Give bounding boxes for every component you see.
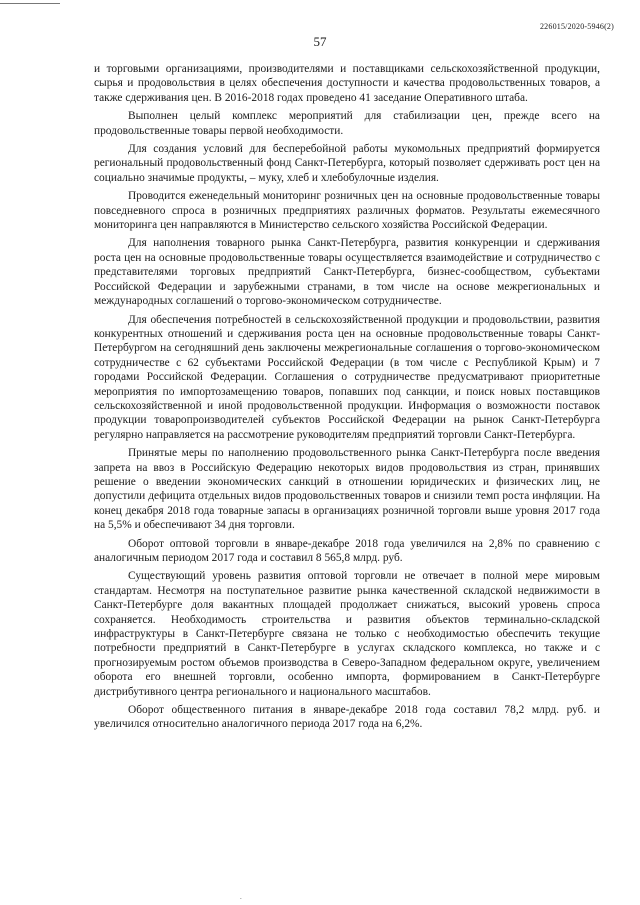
paragraph-sanctions-measures: Принятые меры по наполнению продовольственного рынка Санкт-Петербурга после введения запрета на ввоз в Российскую Федерацию некоторых видов продовольствия из стран, принявших решение о введении экономических санкций в отношении юридических и физических лиц, не допустили дефицита отдельных видов продовольственных товаров и снизили темп роста инфляции. На конец декабря 2018 года товарные запасы в организациях розничной торговли выше уровня 2017 года на 5,5% и обеспечивают 34 дня торговли. [94, 447, 600, 532]
paragraph-price-monitoring: Проводится еженедельный мониторинг розничных цен на основные продовольственные товары повседневного спроса в розничных предприятиях различных форматов. Результаты ежемесячного мониторинга цен направляются в Министерство сельского хозяйства Российской Федерации. [94, 190, 600, 232]
page-number: 57 [313, 34, 327, 49]
footer-mark: . [240, 893, 242, 901]
paragraph-food-fund: Для создания условий для бесперебойной работы мукомольных предприятий формируется региональный продовольственный фонд Санкт-Петербурга, который позволяет сдерживать рост цен на социально значимые продукты, – муку, хлеб и хлебобулочные изделия. [94, 143, 600, 184]
paragraph-wholesale-development: Существующий уровень развития оптовой торговли не отвечает в полной мере мировым стандартам. Несмотря на поступательное развитие рынка качественной складской недвижимости в Санкт-Петербурге доля вакантных площадей продолжает снижаться, высокий уровень спроса сохраняется. Необходимость строительства и развития объектов терминально-складской инфраструктуры в Санкт-Петербурге связана не только с необходимостью обеспечить текущие потребности предприятий в Санкт-Петербурге в услугах складского комплекса, но также и с прогнозируемым ростом объемов производства в Северо-Западном федеральном округе, увеличением оборота его внешней торговли, особенно импорта, формированием в Санкт-Петербурге дистрибутивного центра регионального и национального масштабов. [94, 570, 600, 698]
top-edge-rule [0, 3, 60, 4]
document-body [94, 62, 600, 736]
paragraph-market-cooperation: Для наполнения товарного рынка Санкт-Петербурга, развития конкуренции и сдерживания роста цен на основные продовольственные товары осуществляется взаимодействие и сотрудничество с представителями торговых предприятий Санкт-Петербурга, бизнес-сообществом, субъектами Российской Федерации и зарубежными странами, в том числе на основе межрегиональных и международных соглашений о торгово-экономическом сотрудничестве. [94, 237, 600, 308]
paragraph-wholesale-turnover: Оборот оптовой торговли в январе-декабре 2018 года увеличился на 2,8% по сравнению с аналогичным периодом 2017 года и составил 8 565,8 млрд. руб. [94, 537, 600, 564]
paragraph-interregional-agreements: Для обеспечения потребностей в сельскохозяйственной продукции и продовольствии, развития конкурентных отношений и сдерживания роста цен на основные продовольственные товары Санкт-Петербургом на сегодняшний день заключены межрегиональные соглашения о торгово-экономическом сотрудничестве с 62 субъектами Российской Федерации (в том числе с Республикой Крым) и 7 городами Российской Федерации. Соглашения о сотрудничестве предусматривают приоритетные мероприятия по импортозамещению товаров, попавших под санкции, и поиск новых поставщиков сельскохозяйственной и иной продовольственной продукции. Информация о возможности поставок продукции товаропроизводителей субъектов Российской Федерации на рынок Санкт-Петербурга регулярно направляется на рассмотрение руководителям предприятий торговли Санкт-Петербурга. [94, 313, 600, 441]
paragraph-catering-turnover: Оборот общественного питания в январе-декабре 2018 года составил 78,2 млрд. руб. и увеличился относительно аналогичного периода 2017 года на 6,2%. [94, 704, 600, 731]
paragraph-continuation: и торговыми организациями, производителями и поставщиками сельскохозяйственной продукции, сырья и продовольствия в целях обеспечения доступности и качества продовольственных товаров, а также сдерживания цен. В 2016-2018 годах проведено 41 заседание Оперативного штаба. [94, 63, 600, 104]
document-id: 226015/2020-5946(2) [539, 22, 614, 31]
paragraph-price-stabilization: Выполнен целый комплекс мероприятий для стабилизации цен, прежде всего на продовольственные товары первой необходимости. [94, 110, 600, 137]
